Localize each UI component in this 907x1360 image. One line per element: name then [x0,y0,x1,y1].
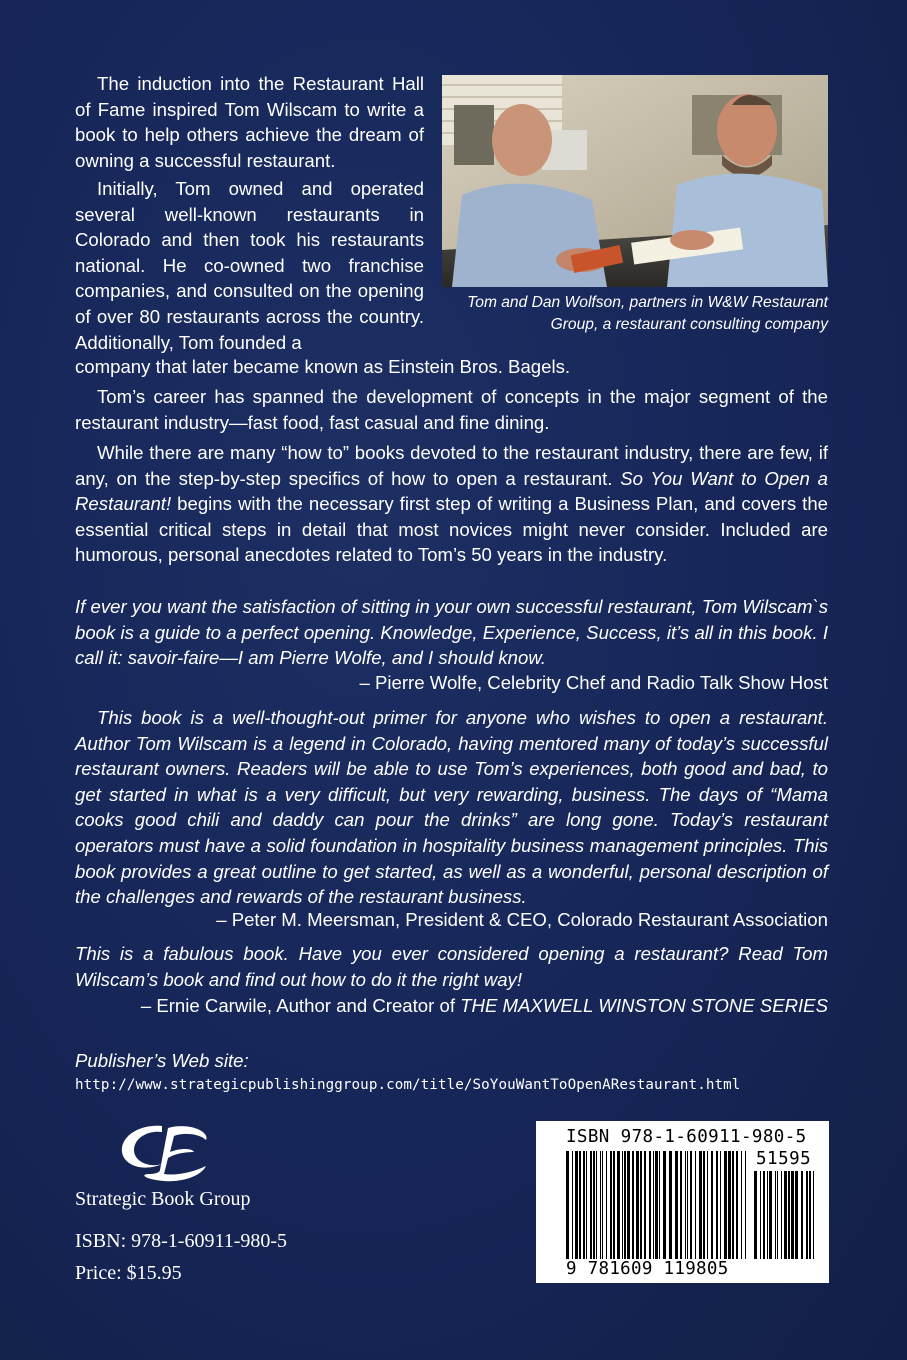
quote-3-author: – Ernie Carwile, Author and Creator of [140,995,461,1016]
photo-caption [420,292,828,336]
series-title: THE MAXWELL WINSTON STONE SERIES [460,995,828,1016]
price-text: Price: $15.95 [75,1262,182,1284]
barcode-main-bars [566,1151,746,1259]
publisher-web-label: Publisher’s Web site: [75,1050,249,1071]
caption-line-2: Group, a restaurant consulting company [550,316,828,333]
intro-paragraph-3: Tom’s career has spanned the development of concepts in the major segment of the restaurant industry—fast food, fast casual and fine dining. [75,386,828,433]
book-title: So You Want to Open a Restaurant! [75,467,828,515]
caption-line-1: Tom and Dan Wolfson, partners in W&W Restaurant [467,294,828,311]
barcode-price-code: 51595 [756,1149,812,1169]
p4-end: begins with the necessary first step of writing a Business Plan, and covers the essential critical steps in detail that most novices might never consider. Included are humorous, personal anecdotes related to Tom’s 50 years in the industry. [75,493,828,566]
p4-start: While there are many “how to” books devoted to the restaurant industry, there are few, if any, on the step-by-step specifics of how to open a restaurant. [75,442,828,489]
author-photo [442,75,828,287]
barcode-addon-bars [754,1171,816,1259]
quote-2: This book is a well-thought-out primer for anyone who wishes to open a restaurant. Author Tom Wilscam is a legend in Colorado, having mentored many of today’s successful restaurant owners. Readers will be able to use Tom’s experiences, both good and bad, to get started in what is a very difficult, but very rewarding, business. The days of “Mama cooks good chili and daddy can pour the drinks” are long gone. Today’s restaurant operators must have a solid foundation in hospitality business management principles. This book provides a great outline to get started, as well as a wonderful, personal description of the challenges and rewards of the restaurant business. [75,707,828,908]
publisher-logo [110,1118,220,1188]
barcode [536,1121,829,1283]
intro-paragraph-1: The induction into the Restaurant Hall of Fame inspired Tom Wilscam to write a book to help others achieve the dream of owning a successful restaurant. [75,73,424,171]
quote-1-attribution: – Pierre Wolfe, Celebrity Chef and Radio Talk Show Host [359,672,828,693]
isbn-text: ISBN: 978-1-60911-980-5 [75,1230,288,1252]
quote-1: If ever you want the satisfaction of sitting in your own successful restaurant, Tom Wilscam`s book is a guide to a perfect opening. Knowledge, Experience, Success, it’s all in this book. I call it: savoir-faire—I am Pierre Wolfe, and I should know. [75,596,828,669]
quote-3: This is a fabulous book. Have you ever considered opening a restaurant? Read Tom Wilscam’s book and find out how to do it the right way! [75,943,828,990]
publisher-name: Strategic Book Group [75,1188,251,1210]
intro-paragraph-2-end: company that later became known as Einstein Bros. Bagels. [75,356,571,377]
quote-3-attribution [141,993,828,1018]
publisher-web-url[interactable]: http://www.strategicpublishinggroup.com/title/SoYouWantToOpenARestaurant.html [75,1077,741,1093]
intro-paragraph-4 [75,440,828,568]
quote-2-attribution: – Peter M. Meersman, President & CEO, Colorado Restaurant Association [216,909,828,930]
photo-image [442,75,828,287]
barcode-digits: 9 781609 119805 [566,1259,729,1279]
intro-paragraph-2: Initially, Tom owned and operated several well-known restaurants in Colorado and then took his restaurants national. He co-owned two franchise companies, and consulted on the opening of over 80 restaurants across the country. Additionally, Tom founded a [75,178,424,353]
barcode-isbn: ISBN 978-1-60911-980-5 [566,1127,807,1147]
